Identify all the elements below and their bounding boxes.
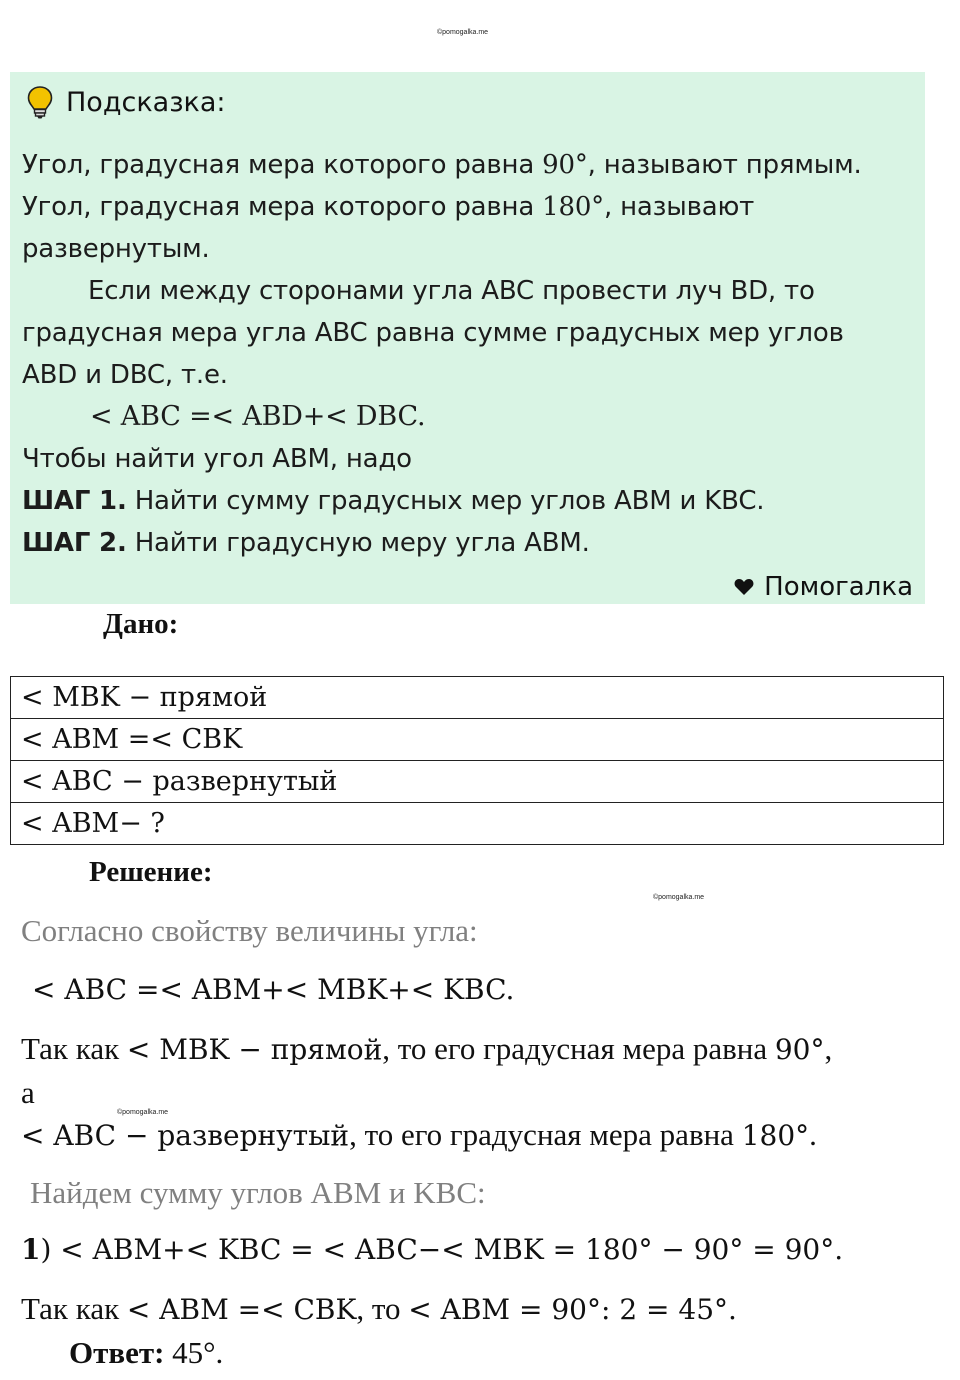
answer-label: Ответ: — [69, 1335, 165, 1370]
solution-step-1 — [21, 1233, 843, 1266]
hint-line-3: развернутым. — [22, 234, 210, 264]
solution-line-3 — [21, 1031, 832, 1067]
given-cell: < ABC − развернутый — [11, 761, 944, 803]
brand-signature — [734, 572, 913, 602]
hint-line-4: Если между сторонами угла ABC провести луч BD, то — [88, 276, 815, 306]
step-text: Найти сумму градусных мер углов ABM и KBC. — [126, 486, 765, 516]
given-title: Дано: — [103, 608, 179, 640]
watermark: ©pomogalka.me — [653, 894, 705, 901]
watermark: ©pomogalka.me — [117, 1109, 169, 1116]
hint-text: , называют прямым. — [587, 150, 862, 180]
solution-line-8 — [21, 1291, 737, 1327]
table-row — [11, 761, 944, 803]
hint-value: 90° — [542, 150, 588, 180]
solution-line-4: а — [21, 1075, 35, 1110]
step-label: ШАГ 1. — [22, 486, 127, 516]
given-cell: < ABM =< CBK — [11, 719, 944, 761]
lightbulb-icon — [26, 85, 54, 119]
given-cell: < MBK − прямой — [11, 677, 944, 719]
solution-value: 90° — [774, 1033, 825, 1066]
hint-text: Угол, градусная мера которого равна — [22, 150, 543, 180]
heart-icon — [734, 578, 754, 596]
solution-line-1: Согласно свойству величины угла: — [21, 913, 478, 948]
solution-title: Решение: — [89, 856, 213, 888]
table-row — [11, 677, 944, 719]
step-text: Найти градусную меру угла ABM. — [126, 528, 590, 558]
hint-line-straight-angle — [22, 190, 754, 224]
hint-step-1 — [22, 484, 764, 518]
hint-formula: < ABC =< ABD+< DBC. — [90, 401, 426, 432]
brand-name: Помогалка — [764, 572, 913, 602]
solution-text: , то его градусная мера равна — [349, 1117, 742, 1152]
hint-line-6: ABD и DBC, т.е. — [22, 360, 228, 390]
solution-formula-1: < ABC =< ABM+< MBK+< KBC. — [32, 973, 515, 1006]
table-row — [11, 719, 944, 761]
solution-math: < ABM = 90°: 2 = 45°. — [408, 1293, 737, 1326]
hint-title: Подсказка: — [66, 86, 226, 118]
step-number: 1 — [21, 1233, 41, 1266]
watermark: ©pomogalka.me — [437, 29, 489, 36]
solution-math: < MBK − прямой — [126, 1033, 383, 1066]
hint-text: , называют — [603, 192, 755, 222]
solution-line-6: Найдем сумму углов ABM и KBC: — [30, 1175, 486, 1210]
table-row — [11, 803, 944, 845]
hint-value: 180° — [542, 192, 604, 222]
hint-step-2 — [22, 526, 590, 560]
hint-text: Угол, градусная мера которого равна — [22, 192, 543, 222]
hint-line-5: градусная мера угла ABC равна сумме градусных мер углов — [22, 318, 844, 348]
solution-math: < ABM =< CBK — [126, 1293, 357, 1326]
given-cell: < ABM− ? — [11, 803, 944, 845]
step-label: ШАГ 2. — [22, 528, 127, 558]
hint-header — [26, 84, 226, 120]
solution-math: < ABC − развернутый — [21, 1119, 350, 1152]
hint-line-right-angle — [22, 148, 862, 182]
answer-value: 45°. — [164, 1335, 224, 1370]
hint-line-7: Чтобы найти угол ABM, надо — [22, 444, 412, 474]
solution-text: , то его градусная мера равна — [382, 1031, 775, 1066]
solution-text: , — [824, 1031, 833, 1066]
solution-math: ) < ABM+< KBC = < ABC−< MBK = 180° − 90° = 90°. — [40, 1233, 844, 1266]
solution-text: Так как — [21, 1031, 127, 1066]
solution-value: 180° — [741, 1119, 810, 1152]
hint-box — [10, 72, 925, 604]
solution-text: , то — [356, 1291, 409, 1326]
solution-text: . — [809, 1117, 817, 1152]
answer-line — [69, 1335, 223, 1371]
solution-line-5 — [21, 1117, 817, 1153]
given-table — [10, 676, 944, 845]
solution-text: Так как — [21, 1291, 127, 1326]
